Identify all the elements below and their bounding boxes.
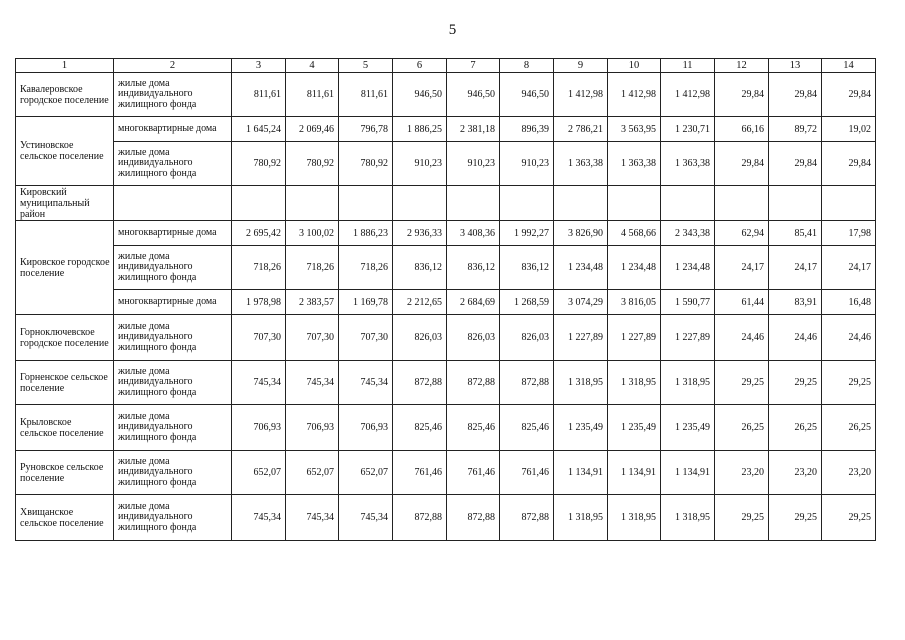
table-row bbox=[16, 73, 876, 117]
value-cell: 24,46 bbox=[769, 315, 822, 361]
value-cell: 23,20 bbox=[769, 451, 822, 495]
value-cell: 825,46 bbox=[447, 405, 500, 451]
value-cell: 872,88 bbox=[447, 495, 500, 541]
table-row bbox=[16, 246, 876, 290]
value-cell: 811,61 bbox=[286, 73, 339, 117]
value-cell: 1 227,89 bbox=[661, 315, 715, 361]
value-cell bbox=[500, 186, 554, 221]
value-cell: 707,30 bbox=[339, 315, 393, 361]
value-cell: 17,98 bbox=[822, 221, 876, 246]
value-cell: 83,91 bbox=[769, 290, 822, 315]
value-cell: 872,88 bbox=[500, 495, 554, 541]
municipality-cell: Кировский муниципальный район bbox=[16, 186, 114, 221]
column-number-cell: 7 bbox=[447, 59, 500, 73]
housing-type-cell: жилые дома индивидуального жилищного фонда bbox=[114, 315, 232, 361]
housing-type-cell: жилые дома индивидуального жилищного фонда bbox=[114, 451, 232, 495]
value-cell: 1 992,27 bbox=[500, 221, 554, 246]
value-cell: 3 563,95 bbox=[608, 117, 661, 142]
value-cell: 1 886,25 bbox=[393, 117, 447, 142]
housing-type-cell: жилые дома индивидуального жилищного фонда bbox=[114, 405, 232, 451]
column-number-cell: 13 bbox=[769, 59, 822, 73]
value-cell: 745,34 bbox=[339, 361, 393, 405]
value-cell: 1 234,48 bbox=[608, 246, 661, 290]
value-cell: 29,25 bbox=[715, 361, 769, 405]
column-number-cell: 1 bbox=[16, 59, 114, 73]
value-cell: 1 363,38 bbox=[608, 142, 661, 186]
column-number-cell: 12 bbox=[715, 59, 769, 73]
column-number-cell: 3 bbox=[232, 59, 286, 73]
table-row bbox=[16, 495, 876, 541]
value-cell: 1 318,95 bbox=[554, 361, 608, 405]
value-cell: 1 268,59 bbox=[500, 290, 554, 315]
table-row bbox=[16, 221, 876, 246]
page-number: 5 bbox=[448, 22, 457, 38]
value-cell: 761,46 bbox=[447, 451, 500, 495]
value-cell: 745,34 bbox=[232, 495, 286, 541]
value-cell: 780,92 bbox=[286, 142, 339, 186]
value-cell: 718,26 bbox=[286, 246, 339, 290]
value-cell: 836,12 bbox=[393, 246, 447, 290]
value-cell: 706,93 bbox=[339, 405, 393, 451]
column-number-cell: 8 bbox=[500, 59, 554, 73]
value-cell: 836,12 bbox=[500, 246, 554, 290]
value-cell: 24,17 bbox=[715, 246, 769, 290]
value-cell: 826,03 bbox=[500, 315, 554, 361]
column-number-row bbox=[16, 59, 876, 73]
housing-type-cell: многоквартирные дома bbox=[114, 290, 232, 315]
value-cell: 1 886,23 bbox=[339, 221, 393, 246]
municipality-cell: Горненское сельское поселение bbox=[16, 361, 114, 405]
value-cell: 1 230,71 bbox=[661, 117, 715, 142]
value-cell: 16,48 bbox=[822, 290, 876, 315]
table-row bbox=[16, 405, 876, 451]
value-cell: 2 786,21 bbox=[554, 117, 608, 142]
table-row bbox=[16, 186, 876, 221]
value-cell: 872,88 bbox=[447, 361, 500, 405]
value-cell: 872,88 bbox=[393, 361, 447, 405]
value-cell: 3 100,02 bbox=[286, 221, 339, 246]
value-cell: 29,84 bbox=[822, 142, 876, 186]
value-cell: 29,25 bbox=[769, 361, 822, 405]
value-cell bbox=[661, 186, 715, 221]
value-cell: 2 212,65 bbox=[393, 290, 447, 315]
value-cell: 745,34 bbox=[339, 495, 393, 541]
column-number-cell: 10 bbox=[608, 59, 661, 73]
value-cell: 26,25 bbox=[715, 405, 769, 451]
housing-type-cell: жилые дома индивидуального жилищного фонда bbox=[114, 361, 232, 405]
housing-type-cell: жилые дома индивидуального жилищного фонда bbox=[114, 246, 232, 290]
value-cell: 745,34 bbox=[286, 361, 339, 405]
value-cell: 29,25 bbox=[822, 361, 876, 405]
housing-type-cell: многоквартирные дома bbox=[114, 221, 232, 246]
municipality-cell: Хвищанское сельское поселение bbox=[16, 495, 114, 541]
table-row bbox=[16, 117, 876, 142]
housing-type-cell: многоквартирные дома bbox=[114, 117, 232, 142]
value-cell: 910,23 bbox=[447, 142, 500, 186]
value-cell: 29,84 bbox=[715, 73, 769, 117]
value-cell: 29,84 bbox=[769, 142, 822, 186]
value-cell: 1 318,95 bbox=[554, 495, 608, 541]
table-row bbox=[16, 290, 876, 315]
value-cell: 23,20 bbox=[822, 451, 876, 495]
value-cell: 780,92 bbox=[232, 142, 286, 186]
value-cell: 811,61 bbox=[232, 73, 286, 117]
value-cell: 2 684,69 bbox=[447, 290, 500, 315]
value-cell: 1 234,48 bbox=[554, 246, 608, 290]
value-cell: 24,17 bbox=[769, 246, 822, 290]
value-cell: 811,61 bbox=[339, 73, 393, 117]
value-cell: 89,72 bbox=[769, 117, 822, 142]
value-cell: 825,46 bbox=[393, 405, 447, 451]
value-cell: 1 318,95 bbox=[661, 495, 715, 541]
value-cell: 61,44 bbox=[715, 290, 769, 315]
column-number-cell: 14 bbox=[822, 59, 876, 73]
value-cell: 19,02 bbox=[822, 117, 876, 142]
value-cell: 1 227,89 bbox=[554, 315, 608, 361]
housing-type-cell: жилые дома индивидуального жилищного фонда bbox=[114, 73, 232, 117]
value-cell: 29,84 bbox=[715, 142, 769, 186]
value-cell: 718,26 bbox=[232, 246, 286, 290]
value-cell: 1 590,77 bbox=[661, 290, 715, 315]
column-number-cell: 2 bbox=[114, 59, 232, 73]
value-cell: 1 234,48 bbox=[661, 246, 715, 290]
value-cell: 24,46 bbox=[715, 315, 769, 361]
value-cell bbox=[822, 186, 876, 221]
value-cell: 707,30 bbox=[232, 315, 286, 361]
value-cell: 872,88 bbox=[393, 495, 447, 541]
value-cell: 1 235,49 bbox=[608, 405, 661, 451]
value-cell: 66,16 bbox=[715, 117, 769, 142]
value-cell: 62,94 bbox=[715, 221, 769, 246]
value-cell: 796,78 bbox=[339, 117, 393, 142]
value-cell: 1 134,91 bbox=[554, 451, 608, 495]
value-cell: 1 235,49 bbox=[554, 405, 608, 451]
value-cell: 1 412,98 bbox=[608, 73, 661, 117]
value-cell: 2 343,38 bbox=[661, 221, 715, 246]
value-cell: 946,50 bbox=[393, 73, 447, 117]
municipality-cell: Устиновское сельское поселение bbox=[16, 117, 114, 186]
value-cell: 1 235,49 bbox=[661, 405, 715, 451]
value-cell: 85,41 bbox=[769, 221, 822, 246]
value-cell: 1 412,98 bbox=[554, 73, 608, 117]
value-cell bbox=[447, 186, 500, 221]
municipality-cell: Крыловское сельское поселение bbox=[16, 405, 114, 451]
table-row bbox=[16, 361, 876, 405]
housing-type-cell bbox=[114, 186, 232, 221]
value-cell: 26,25 bbox=[769, 405, 822, 451]
value-cell: 652,07 bbox=[232, 451, 286, 495]
value-cell: 29,84 bbox=[822, 73, 876, 117]
municipality-cell: Горноключевское городское поселение bbox=[16, 315, 114, 361]
table-row bbox=[16, 315, 876, 361]
value-cell: 825,46 bbox=[500, 405, 554, 451]
column-number-cell: 6 bbox=[393, 59, 447, 73]
value-cell: 1 169,78 bbox=[339, 290, 393, 315]
value-cell bbox=[339, 186, 393, 221]
value-cell: 706,93 bbox=[286, 405, 339, 451]
value-cell: 745,34 bbox=[286, 495, 339, 541]
housing-type-cell: жилые дома индивидуального жилищного фонда bbox=[114, 142, 232, 186]
value-cell: 706,93 bbox=[232, 405, 286, 451]
value-cell: 1 363,38 bbox=[554, 142, 608, 186]
value-cell bbox=[715, 186, 769, 221]
value-cell bbox=[393, 186, 447, 221]
value-cell: 1 978,98 bbox=[232, 290, 286, 315]
value-cell bbox=[769, 186, 822, 221]
column-number-cell: 4 bbox=[286, 59, 339, 73]
table-body bbox=[16, 59, 876, 541]
value-cell: 1 318,95 bbox=[661, 361, 715, 405]
value-cell: 24,17 bbox=[822, 246, 876, 290]
value-cell: 29,25 bbox=[769, 495, 822, 541]
value-cell bbox=[554, 186, 608, 221]
value-cell: 29,25 bbox=[822, 495, 876, 541]
municipality-cell: Руновское сельское поселение bbox=[16, 451, 114, 495]
housing-type-cell: жилые дома индивидуального жилищного фонда bbox=[114, 495, 232, 541]
value-cell: 1 412,98 bbox=[661, 73, 715, 117]
value-cell: 2 936,33 bbox=[393, 221, 447, 246]
value-cell: 652,07 bbox=[286, 451, 339, 495]
value-cell: 2 069,46 bbox=[286, 117, 339, 142]
column-number-cell: 5 bbox=[339, 59, 393, 73]
value-cell: 946,50 bbox=[500, 73, 554, 117]
value-cell: 652,07 bbox=[339, 451, 393, 495]
table-row bbox=[16, 451, 876, 495]
value-cell: 1 134,91 bbox=[661, 451, 715, 495]
value-cell: 3 408,36 bbox=[447, 221, 500, 246]
value-cell: 826,03 bbox=[447, 315, 500, 361]
value-cell: 836,12 bbox=[447, 246, 500, 290]
value-cell: 1 363,38 bbox=[661, 142, 715, 186]
column-number-cell: 9 bbox=[554, 59, 608, 73]
value-cell bbox=[232, 186, 286, 221]
value-cell: 910,23 bbox=[500, 142, 554, 186]
value-cell: 1 227,89 bbox=[608, 315, 661, 361]
value-cell: 3 074,29 bbox=[554, 290, 608, 315]
value-cell: 761,46 bbox=[393, 451, 447, 495]
value-cell: 910,23 bbox=[393, 142, 447, 186]
value-cell: 29,25 bbox=[715, 495, 769, 541]
value-cell: 2 383,57 bbox=[286, 290, 339, 315]
value-cell: 1 318,95 bbox=[608, 361, 661, 405]
value-cell: 2 381,18 bbox=[447, 117, 500, 142]
value-cell: 4 568,66 bbox=[608, 221, 661, 246]
value-cell: 761,46 bbox=[500, 451, 554, 495]
value-cell: 26,25 bbox=[822, 405, 876, 451]
tariff-table bbox=[15, 58, 876, 541]
municipality-cell: Кавалеровское городское поселение bbox=[16, 73, 114, 117]
table-row bbox=[16, 142, 876, 186]
value-cell: 1 134,91 bbox=[608, 451, 661, 495]
value-cell: 718,26 bbox=[339, 246, 393, 290]
value-cell: 872,88 bbox=[500, 361, 554, 405]
value-cell: 3 826,90 bbox=[554, 221, 608, 246]
value-cell: 745,34 bbox=[232, 361, 286, 405]
value-cell: 946,50 bbox=[447, 73, 500, 117]
municipality-cell: Кировское городское поселение bbox=[16, 221, 114, 315]
value-cell: 707,30 bbox=[286, 315, 339, 361]
value-cell: 780,92 bbox=[339, 142, 393, 186]
value-cell: 896,39 bbox=[500, 117, 554, 142]
value-cell: 1 318,95 bbox=[608, 495, 661, 541]
value-cell: 2 695,42 bbox=[232, 221, 286, 246]
value-cell: 23,20 bbox=[715, 451, 769, 495]
value-cell: 3 816,05 bbox=[608, 290, 661, 315]
value-cell: 1 645,24 bbox=[232, 117, 286, 142]
value-cell bbox=[286, 186, 339, 221]
value-cell: 826,03 bbox=[393, 315, 447, 361]
value-cell: 29,84 bbox=[769, 73, 822, 117]
value-cell: 24,46 bbox=[822, 315, 876, 361]
value-cell bbox=[608, 186, 661, 221]
column-number-cell: 11 bbox=[661, 59, 715, 73]
